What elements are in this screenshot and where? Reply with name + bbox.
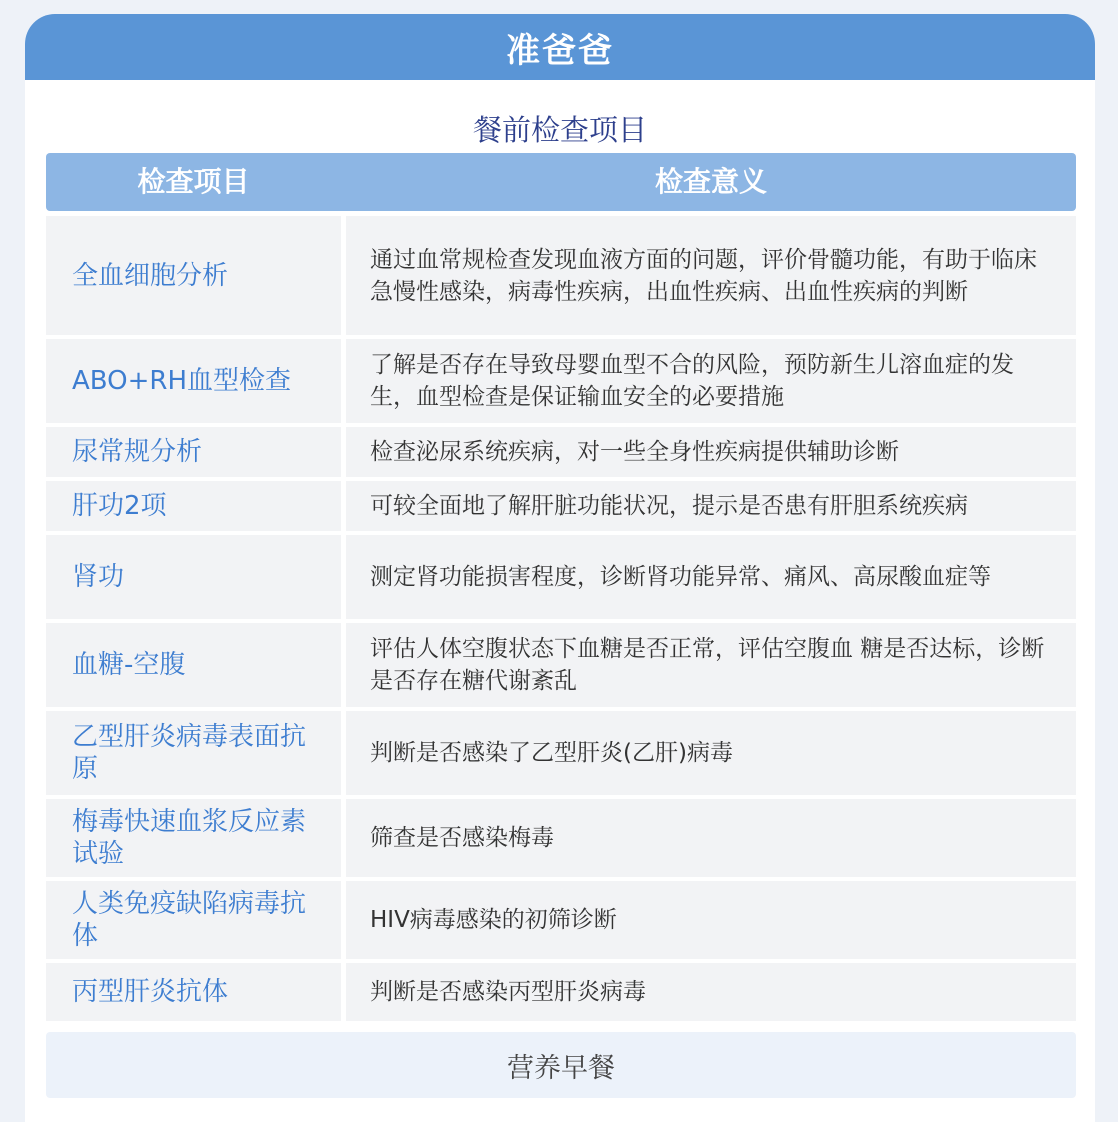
- table-row: [46, 881, 1076, 959]
- row-meaning: 了解是否存在导致母婴血型不合的风险，预防新生儿溶血症的发生，血型检查是保证输血安全的必要措施: [346, 339, 1076, 423]
- table-row: [46, 216, 1076, 335]
- row-meaning: HIV病毒感染的初筛诊断: [346, 881, 1076, 959]
- exam-card: [25, 14, 1095, 1122]
- table-header: [46, 153, 1076, 211]
- table-row: [46, 535, 1076, 619]
- row-item: 肾功: [46, 535, 341, 619]
- section-title: 餐前检查项目: [472, 113, 647, 147]
- row-meaning: 评估人体空腹状态下血糖是否正常，评估空腹血 糖是否达标，诊断是否存在糖代谢紊乱: [346, 623, 1076, 707]
- row-item: 肝功2项: [46, 481, 341, 531]
- row-item: 梅毒快速血浆反应素试验: [46, 799, 341, 877]
- table-row: [46, 339, 1076, 423]
- table-row: [46, 711, 1076, 795]
- table-row: [46, 963, 1076, 1021]
- row-meaning: 测定肾功能损害程度，诊断肾功能异常、痛风、高尿酸血症等: [346, 535, 1076, 619]
- row-item: 血糖-空腹: [46, 623, 341, 707]
- row-item: 全血细胞分析: [46, 216, 341, 335]
- row-meaning: 判断是否感染丙型肝炎病毒: [346, 963, 1076, 1021]
- row-item: 人类免疫缺陷病毒抗体: [46, 881, 341, 959]
- table-row: [46, 427, 1076, 477]
- row-item: 丙型肝炎抗体: [46, 963, 341, 1021]
- row-meaning: 可较全面地了解肝脏功能状况，提示是否患有肝胆系统疾病: [346, 481, 1076, 531]
- table-row: [46, 623, 1076, 707]
- row-item: 乙型肝炎病毒表面抗原: [46, 711, 341, 795]
- row-meaning: 判断是否感染了乙型肝炎(乙肝)病毒: [346, 711, 1076, 795]
- row-item: 尿常规分析: [46, 427, 341, 477]
- row-meaning: 通过血常规检查发现血液方面的问题，评价骨髓功能，有助于临床急慢性感染，病毒性疾病，出血性疾病、出血性疾病的判断: [346, 216, 1076, 335]
- header-title: 准爸爸: [506, 30, 614, 71]
- nutrition-breakfast-tab[interactable]: 营养早餐: [46, 1032, 1076, 1098]
- column-header-item: 检查项目: [137, 165, 250, 198]
- row-item: ABO+RH血型检查: [46, 339, 341, 423]
- row-meaning: 筛查是否感染梅毒: [346, 799, 1076, 877]
- table-row: [46, 799, 1076, 877]
- column-header-meaning: 检查意义: [654, 165, 767, 198]
- row-meaning: 检查泌尿系统疾病，对一些全身性疾病提供辅助诊断: [346, 427, 1076, 477]
- header-bar: [25, 14, 1095, 80]
- table-row: [46, 481, 1076, 531]
